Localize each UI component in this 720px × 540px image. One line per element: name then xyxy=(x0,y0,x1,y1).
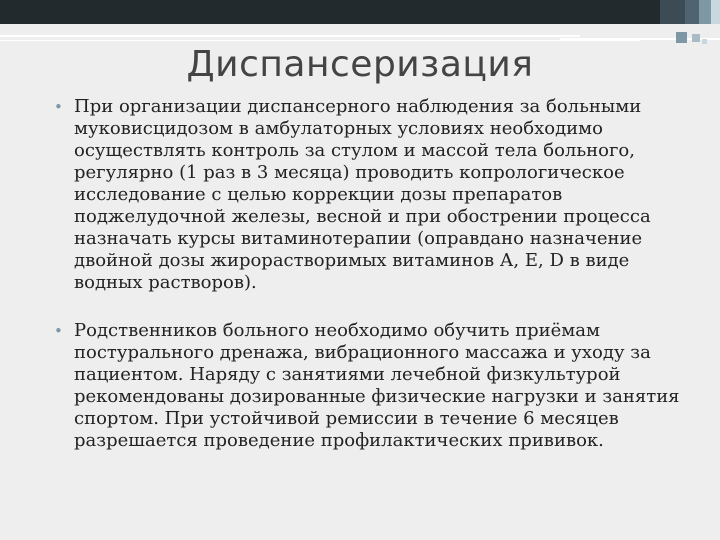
slide-body xyxy=(46,96,696,452)
bullet-marker: • xyxy=(54,98,63,116)
deco-square xyxy=(692,34,700,42)
bullet-marker: • xyxy=(54,322,63,340)
deco-square xyxy=(676,32,687,43)
bullet-item xyxy=(46,96,696,294)
top-banner xyxy=(0,0,720,24)
top-corner-accent xyxy=(660,0,720,24)
bullet-text: Родственников больного необходимо обучить приёмам постурального дренажа, вибрационного массажа и уходу за пациентом. Наряду с занятиями лечебной физкультурой рекомендованы дозированные физические нагрузки и занятия спортом. При устойчивой ремиссии в течение 6 месяцев разрешается проведение профилактических прививок. xyxy=(74,320,680,451)
deco-line xyxy=(0,40,640,41)
slide-title: Диспансеризация xyxy=(186,44,534,85)
bullet-item xyxy=(46,320,696,452)
deco-line xyxy=(0,35,580,37)
accent-block xyxy=(711,0,720,24)
accent-block xyxy=(699,0,711,24)
accent-block xyxy=(685,0,699,24)
bullet-text: При организации диспансерного наблюдения за больными муковисцидозом в амбулаторных условиях необходимо осуществлять контроль за стулом и массой тела больного, регулярно (1 раз в 3 месяца) проводить копрологическое исследование с целью коррекции дозы препаратов поджелудочной железы, весной и при обострении процесса назначать курсы витаминотерапии (оправдано назначение двойной дозы жирорастворимых витаминов А, Е, D в виде водных растворов). xyxy=(74,96,651,293)
accent-block xyxy=(660,0,685,24)
